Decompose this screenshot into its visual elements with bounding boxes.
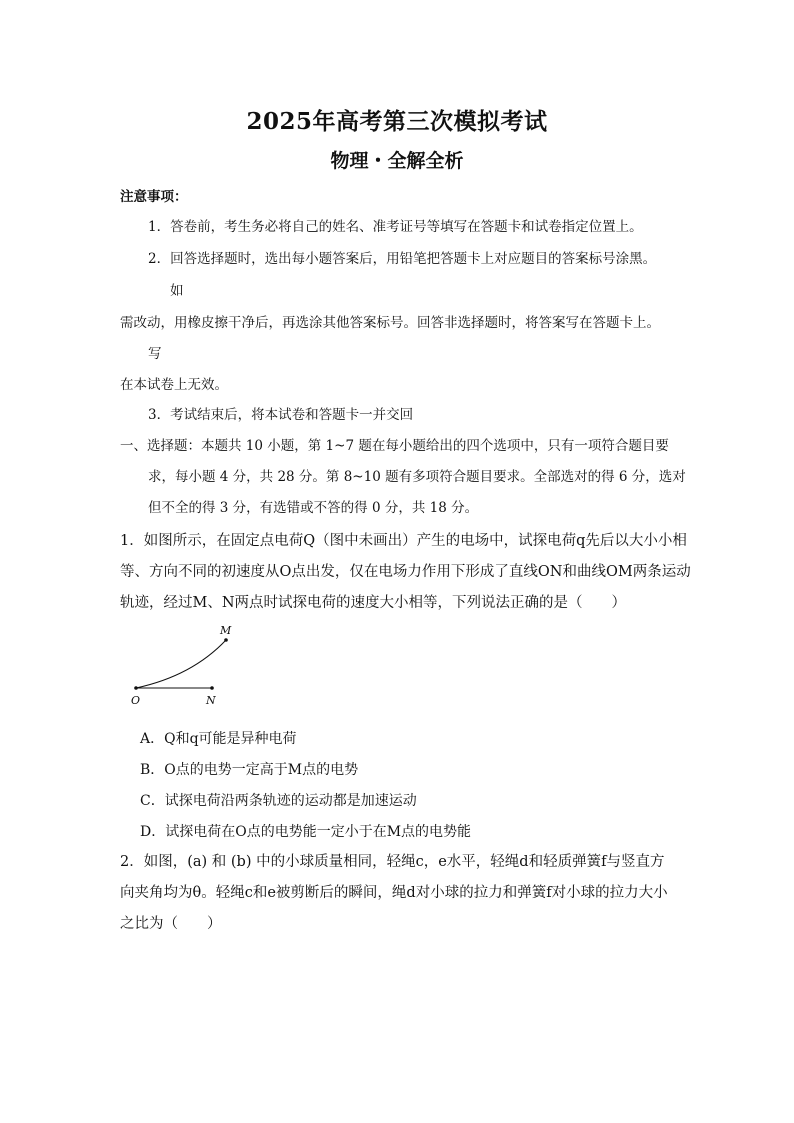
label-n: N <box>206 694 216 707</box>
question-1-line-1: 1．如图所示，在固定点电荷Q（图中未画出）产生的电场中，试探电荷q先后以大小小相 <box>120 533 687 549</box>
notice-heading: 注意事项： <box>120 189 188 205</box>
notice-item-2-line-2: 如 <box>170 283 184 299</box>
notice-item-2-line-4: 写 <box>148 346 162 362</box>
notice-item-2-line-1: 2．回答选择题时，选出每小题答案后，用铅笔把答题卡上对应题目的答案标号涂黑。 <box>148 251 657 267</box>
question-1-option-a: A．Q和q可能是异种电荷 <box>140 731 297 747</box>
section-1-line-1: 一、选择题：本题共 10 小题，第 1~7 题在每小题给出的四个选项中，只有一项符合题目要 <box>120 438 669 454</box>
point-o <box>134 686 138 690</box>
page-title: 2025年高考第三次模拟考试 <box>246 108 548 135</box>
point-n <box>210 686 214 690</box>
trajectory-figure <box>122 620 242 710</box>
question-1-line-3: 轨迹，经过M、N两点时试探电荷的速度大小相等，下列说法正确的是（ ） <box>120 595 627 611</box>
question-2-line-2: 向夹角均为θ。轻绳c和e被剪断后的瞬间，绳d对小球的拉力和弹簧f对小球的拉力大小 <box>120 885 668 901</box>
notice-item-1: 1．答卷前，考生务必将自己的姓名、准考证号等填写在答题卡和试卷指定位置上。 <box>148 219 643 235</box>
question-1-option-d: D．试探电荷在O点的电势能一定小于在M点的电势能 <box>140 824 472 840</box>
question-2-line-3: 之比为（ ） <box>120 916 222 932</box>
trajectory-om-curve <box>136 640 226 688</box>
question-1-option-c: C．试探电荷沿两条轨迹的运动都是加速运动 <box>140 793 417 809</box>
label-o: O <box>131 694 141 707</box>
question-1-line-2: 等、方向不同的初速度从O点出发，仅在电场力作用下形成了直线ON和曲线OM两条运动 <box>120 564 691 580</box>
question-2-line-1: 2．如图，(a) 和 (b) 中的小球质量相同，轻绳c，e水平，轻绳d和轻质弹簧f与竖直方 <box>120 854 665 870</box>
notice-item-2-line-3: 需改动，用橡皮擦干净后，再选涂其他答案标号。回答非选择题时，将答案写在答题卡上。 <box>120 315 660 331</box>
page-subtitle: 物理・全解全析 <box>330 150 464 172</box>
notice-item-3: 3．考试结束后，将本试卷和答题卡一并交回 <box>148 407 414 423</box>
question-1-option-b: B．O点的电势一定高于M点的电势 <box>140 762 359 778</box>
notice-item-2-line-5: 在本试卷上无效。 <box>120 377 228 393</box>
section-1-line-2: 求，每小题 4 分，共 28 分。第 8~10 题有多项符合题目要求。全部选对的得 6 分，选对 <box>148 469 686 485</box>
section-1-line-3: 但不全的得 3 分，有选错或不答的得 0 分，共 18 分。 <box>148 500 479 516</box>
point-m <box>224 638 228 642</box>
label-m: M <box>220 624 232 637</box>
